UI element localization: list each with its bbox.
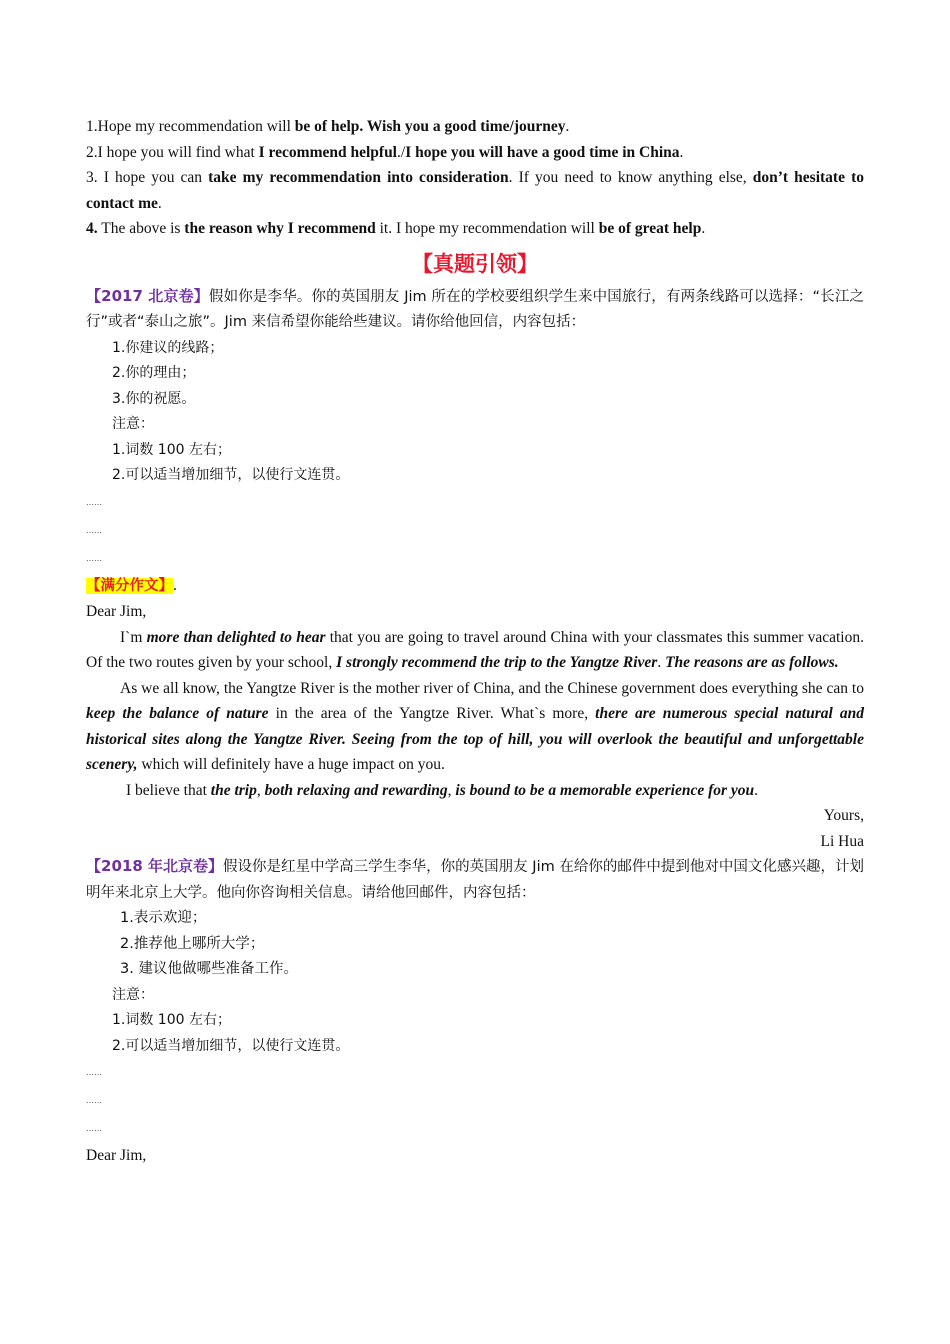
bold-italic-text: more than delighted to hear — [146, 628, 326, 646]
task-2018-source: 【2018 年北京卷】 — [86, 857, 224, 875]
text: . — [565, 118, 570, 135]
intro-line-1 — [86, 114, 864, 140]
bold-text: 4. — [86, 220, 98, 237]
model-essay-label: 【满分作文】 — [86, 577, 173, 594]
text: in the area of the Yangtze River. What`s more, — [268, 705, 596, 722]
text: . — [173, 576, 177, 594]
text: , — [256, 781, 265, 799]
bold-text: take my recommendation into consideration — [208, 169, 509, 186]
text: . — [679, 143, 684, 161]
text: . — [701, 220, 706, 237]
task-2018-item-3: 3. 建议他做哪些准备工作。 — [120, 961, 298, 977]
blank-line: …… — [86, 1096, 102, 1105]
blank-line: …… — [86, 553, 102, 563]
task-2017-item-3: 3.你的祝愿。 — [112, 390, 196, 407]
model-signature: Li Hua — [820, 832, 864, 850]
blank-line: …… — [86, 525, 102, 535]
blank-line: …… — [86, 1068, 102, 1077]
text: 2.I hope you will find what — [86, 143, 259, 161]
task-2017-note-label: 注意： — [112, 416, 154, 432]
model-paragraph-1 — [86, 625, 864, 676]
task-2017-item-1: 1.你建议的线路； — [112, 339, 224, 356]
text: ./ — [397, 143, 406, 161]
task-2018-note-1: 1.词数 100 左右； — [112, 1012, 231, 1028]
task-2017-note-1: 1.词数 100 左右； — [112, 441, 231, 458]
document-body — [86, 114, 864, 1169]
bold-text: I hope you will have a good time in China — [405, 143, 680, 161]
intro-line-4 — [86, 216, 864, 242]
text: . If you need to know anything else, — [508, 169, 753, 186]
model-paragraph-2 — [86, 676, 864, 778]
model-paragraph-3 — [86, 778, 864, 804]
text: The above is — [97, 220, 185, 237]
text: As we all know, the Yangtze River is the mother river of China, and the Chinese government does everything she can to — [120, 679, 864, 697]
bold-italic-text: is bound to be a memorable experience for you — [455, 781, 755, 799]
model-closing: Yours, — [823, 807, 864, 824]
intro-line-3 — [86, 165, 864, 216]
prompt-text: 假设你是红星中学高三学生李华，你的英国朋友 Jim 在给你的邮件中提到他对中国文化感兴趣，计划明年来北京上大学。他向你咨询相关信息。请给他回邮件，内容包括： — [86, 859, 864, 901]
bold-text: be of help. Wish you a good time/journey — [294, 118, 566, 135]
bold-text: I recommend helpful — [258, 143, 397, 161]
text: . — [754, 781, 759, 799]
bold-italic-text: there are numerous special natural and historical sites along the Yangtze River. Seeing from the top of hill, you will overlook the beautiful and unforgettable scenery, — [86, 705, 865, 773]
model-greeting: Dear Jim, — [86, 603, 147, 620]
text: 1.Hope my recommendation will — [86, 118, 295, 135]
text: , — [447, 781, 456, 799]
section-title: 【真题引领】 — [412, 251, 538, 276]
bold-italic-text: both relaxing and rewarding — [264, 781, 448, 799]
task-2017-prompt — [86, 284, 864, 336]
text: I`m — [120, 628, 147, 646]
text: 3. I hope you can — [86, 169, 209, 186]
task-2017-source: 【2017 北京卷】 — [86, 286, 209, 305]
blank-line: …… — [86, 1124, 102, 1133]
task-2018-note-label: 注意： — [112, 986, 154, 1003]
text: that you are going to travel around China with your classmates this summer vacation. Of the two routes given by your school, — [86, 628, 864, 671]
bold-text: don’t hesitate to contact me — [86, 169, 864, 212]
bold-text: the reason why I recommend — [184, 220, 376, 237]
bold-italic-text: the trip — [210, 781, 257, 799]
task-2017-item-2: 2.你的理由； — [112, 365, 196, 381]
text: it. I hope my recommendation will — [375, 220, 599, 237]
task-2017-note-2: 2.可以适当增加细节，以使行文连贯。 — [112, 467, 350, 483]
bold-italic-text: I strongly recommend the trip to the Yangtze River — [336, 654, 658, 671]
task-2018-item-1: 1.表示欢迎； — [120, 910, 207, 926]
text: I believe that — [126, 781, 211, 799]
text: . — [657, 654, 666, 671]
task-2018-greeting: Dear Jim, — [86, 1147, 147, 1164]
model-essay-label-line — [86, 573, 864, 600]
intro-line-2 — [86, 140, 864, 166]
text: . — [157, 194, 162, 212]
task-2018-prompt — [86, 854, 864, 906]
blank-line: …… — [86, 497, 102, 507]
text: which will definitely have a huge impact on you. — [137, 756, 445, 773]
bold-text: be of great help — [598, 220, 702, 237]
task-2018-note-2: 2.可以适当增加细节，以使行文连贯。 — [112, 1037, 350, 1054]
task-2018-item-2: 2.推荐他上哪所大学； — [120, 935, 265, 952]
bold-italic-text: The reasons are as follows. — [665, 654, 839, 671]
bold-italic-text: keep the balance of nature — [86, 705, 269, 722]
prompt-text: 假如你是李华。你的英国朋友 Jim 所在的学校要组织学生来中国旅行，有两条线路可以选择：“长江之行”或者“泰山之旅”。Jim 来信希望你能给些建议。请你给他回信，内容包括： — [86, 288, 864, 330]
